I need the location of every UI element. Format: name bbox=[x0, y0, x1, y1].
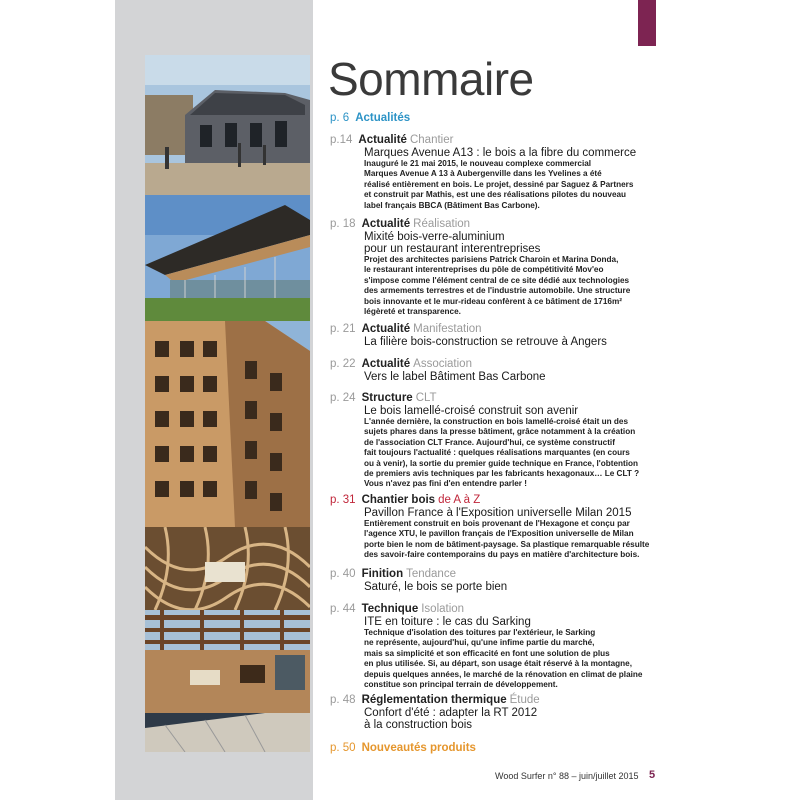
toc-entry-clt[interactable] bbox=[330, 391, 660, 490]
toc-category: Actualité bbox=[358, 134, 407, 146]
photo-restaurant bbox=[145, 195, 310, 321]
toc-page-number: p. 21 bbox=[330, 323, 356, 335]
toc-category: Chantier bois bbox=[361, 494, 436, 506]
toc-heading: Pavillon France à l'Exposition universelle Milan 2015 bbox=[364, 507, 632, 519]
toc-heading: La filière bois-construction se retrouve à Angers bbox=[364, 336, 607, 348]
toc-description: Inauguré le 21 mai 2015, le nouveau complexe commercial Marques Avenue A 13 à Aubergenville dans les Yvelines a été réalisé entièrement en bois. Le projet, dessiné par Saguez & Partners et construit par Mathis, est une des réalisations pilotes du nouveau label français BBCA (Bâtiment Bas Carbone). bbox=[364, 159, 634, 210]
photo-roof-insulation bbox=[145, 713, 310, 752]
accent-bar bbox=[638, 0, 656, 46]
toc-entry-restaurant[interactable] bbox=[330, 217, 660, 317]
toc-category: Actualité bbox=[361, 358, 411, 370]
toc-entry-marques-avenue[interactable] bbox=[330, 133, 660, 211]
toc-description: L'année dernière, la construction en bois lamellé-croisé était un des sujets phares dans la presse bâtiment, grâce notamment à la création de l'association CLT France. Aujourd'hui, ce système constructif fait toujours l'actualité : quelques réalisations marquantes (en cours ou à venir), la sortie du premier guide technique en France, l'obtention de premiers avis techniques par les fabricants hexagonaux… Le CLT ? Vous n'avez pas fini d'en entendre parler ! bbox=[364, 417, 640, 489]
toc-entry-label[interactable] bbox=[330, 357, 660, 383]
toc-category: Actualité bbox=[361, 323, 411, 335]
toc-entry-finition[interactable] bbox=[330, 567, 660, 593]
toc-page-number: p. 18 bbox=[330, 218, 356, 230]
toc-subcategory: Chantier bbox=[409, 134, 454, 146]
toc-page-number: p. 24 bbox=[330, 392, 356, 404]
toc-subcategory: Association bbox=[413, 358, 472, 370]
page-number: 5 bbox=[649, 769, 656, 781]
toc-heading: Saturé, le bois se porte bien bbox=[364, 581, 508, 593]
footer-magazine: Wood Surfer n° 88 – juin/juillet 2015 bbox=[495, 771, 639, 781]
toc-subcategory: Réalisation bbox=[413, 218, 471, 230]
toc-subcategory: de A à Z bbox=[438, 494, 481, 506]
toc-entry-rt2012[interactable] bbox=[330, 693, 660, 731]
toc-page-number: p. 50 bbox=[330, 742, 356, 754]
photo-column bbox=[145, 55, 310, 752]
toc-heading: Mixité bois-verre-aluminium pour un restaurant interentreprises bbox=[364, 231, 541, 255]
toc-heading: Le bois lamellé-croisé construit son avenir bbox=[364, 405, 579, 417]
photo-terrace bbox=[145, 610, 310, 713]
toc-subcategory: CLT bbox=[415, 392, 437, 404]
toc-entry-nouveautes[interactable] bbox=[330, 741, 660, 755]
photo-milan-pavilion bbox=[145, 527, 310, 610]
toc-page-number: p. 48 bbox=[330, 694, 356, 706]
toc-description: Projet des architectes parisiens Patrick Charoin et Marina Donda, le restaurant interentreprises du pôle de compétitivité Mov'eo s'impose comme l'élément central de ce site dédié aux technologies des armements terrestres et de l'industrie automobile. Une structure bois innovante et le mur-rideau confèrent à ce bâtiment de 1716m² légèreté et transparence. bbox=[364, 255, 631, 317]
toc-page-number: p. 6 bbox=[330, 112, 350, 124]
toc-page-number: p. 22 bbox=[330, 358, 356, 370]
toc-entry-actualites[interactable] bbox=[330, 111, 660, 125]
toc-category: Actualité bbox=[361, 218, 411, 230]
toc-subcategory: Étude bbox=[509, 694, 540, 706]
toc-page-number: p.14 bbox=[330, 134, 353, 146]
toc-subcategory: Manifestation bbox=[413, 323, 482, 335]
toc-heading: Confort d'été : adapter la RT 2012 à la construction bois bbox=[364, 707, 538, 731]
toc-category: Actualités bbox=[355, 112, 411, 124]
page-title: Sommaire bbox=[328, 53, 534, 105]
toc-category: Technique bbox=[361, 603, 419, 615]
toc-heading: Vers le label Bâtiment Bas Carbone bbox=[364, 371, 546, 383]
toc-category: Nouveautés produits bbox=[361, 742, 476, 754]
photo-clt-building bbox=[145, 321, 310, 527]
photo-marques-avenue bbox=[145, 55, 310, 195]
toc-page-number: p. 44 bbox=[330, 603, 356, 615]
toc-entry-sarking[interactable] bbox=[330, 602, 660, 690]
toc-description: Technique d'isolation des toitures par l'extérieur, le Sarking ne représente, aujourd'hui, qu'une infime partie du marché, mais sa simplicité et son efficacité en font une solution de plus en plus utilisée. Si, au départ, son usage était réservé à la montagne, depuis quelques années, le marché de la rénovation en climat de plaine constitue son principal terrain de développement. bbox=[364, 628, 643, 690]
toc-description: Entièrement construit en bois provenant de l'Hexagone et conçu par l'agence XTU, le pavillon français de l'Exposition universelle de Milan porte bien le nom de bâtiment-paysage. Sa plastique remarquable résulte des savoir-faire contemporains du pays en matière d'architecture bois. bbox=[364, 519, 650, 560]
toc-subcategory: Isolation bbox=[421, 603, 465, 615]
toc-entry-milan[interactable] bbox=[330, 493, 660, 561]
toc-entry-angers[interactable] bbox=[330, 322, 660, 348]
toc-subcategory: Tendance bbox=[406, 568, 456, 580]
toc-category: Réglementation thermique bbox=[361, 694, 507, 706]
toc-heading: Marques Avenue A13 : le bois a la fibre du commerce bbox=[364, 147, 637, 159]
toc-category: Finition bbox=[361, 568, 404, 580]
toc-page-number: p. 31 bbox=[330, 494, 356, 506]
toc-page-number: p. 40 bbox=[330, 568, 356, 580]
toc-heading: ITE en toiture : le cas du Sarking bbox=[364, 616, 531, 628]
toc-category: Structure bbox=[361, 392, 413, 404]
